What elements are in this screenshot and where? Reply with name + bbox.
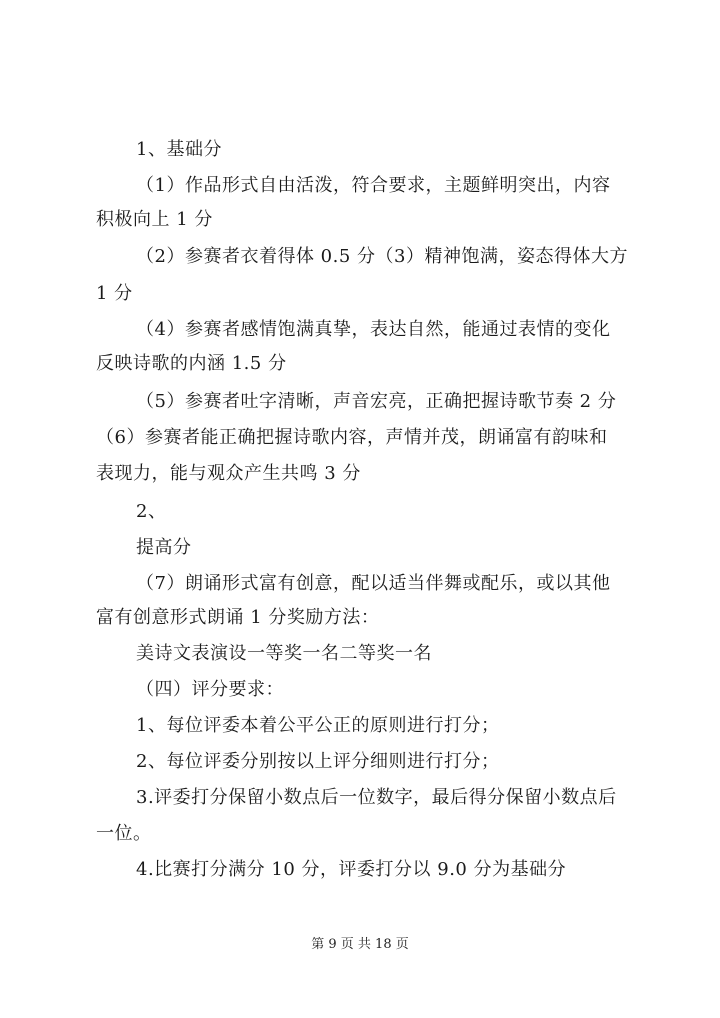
- criterion-7: （7）朗诵形式富有创意，配以适当伴舞或配乐，或以其他: [136, 573, 611, 594]
- requirement-4: 4.比赛打分满分 10 分，评委打分以 9.0 分为基础分: [136, 859, 567, 880]
- award-line: 美诗文表演设一等奖一名二等奖一名: [136, 643, 432, 664]
- requirement-2: 2、每位评委分别按以上评分细则进行打分；: [136, 751, 500, 772]
- section-number-2: 2、: [136, 501, 167, 522]
- criterion-6-cont: 表现力，能与观众产生共鸣 3 分: [96, 463, 361, 484]
- criterion-4: （4）参赛者感情饱满真挚，表达自然，能通过表情的变化: [136, 319, 611, 340]
- criterion-3-cont: 1 分: [96, 283, 133, 304]
- requirement-1: 1、每位评委本着公平公正的原则进行打分；: [136, 715, 500, 736]
- section-heading-basic: 1、基础分: [136, 139, 222, 160]
- criterion-1: （1）作品形式自由活泼，符合要求，主题鲜明突出，内容: [136, 175, 611, 196]
- criterion-2-3: （2）参赛者衣着得体 0.5 分（3）精神饱满，姿态得体大方: [136, 246, 628, 267]
- criterion-7-cont: 富有创意形式朗诵 1 分奖励方法：: [96, 607, 380, 628]
- criterion-1-cont: 积极向上 1 分: [96, 209, 213, 230]
- requirement-3: 3.评委打分保留小数点后一位数字，最后得分保留小数点后: [136, 787, 617, 808]
- scoring-requirements-heading: （四）评分要求：: [136, 679, 284, 700]
- criterion-5: （5）参赛者吐字清晰，声音宏亮，正确把握诗歌节奏 2 分: [136, 391, 617, 412]
- criterion-6: （6）参赛者能正确把握诗歌内容，声情并茂，朗诵富有韵味和: [96, 427, 608, 448]
- criterion-4-cont: 反映诗歌的内涵 1.5 分: [96, 353, 287, 374]
- section-heading-bonus: 提高分: [136, 537, 192, 558]
- page-footer: 第 9 页 共 18 页: [311, 937, 409, 952]
- requirement-3-cont: 一位。: [96, 823, 152, 844]
